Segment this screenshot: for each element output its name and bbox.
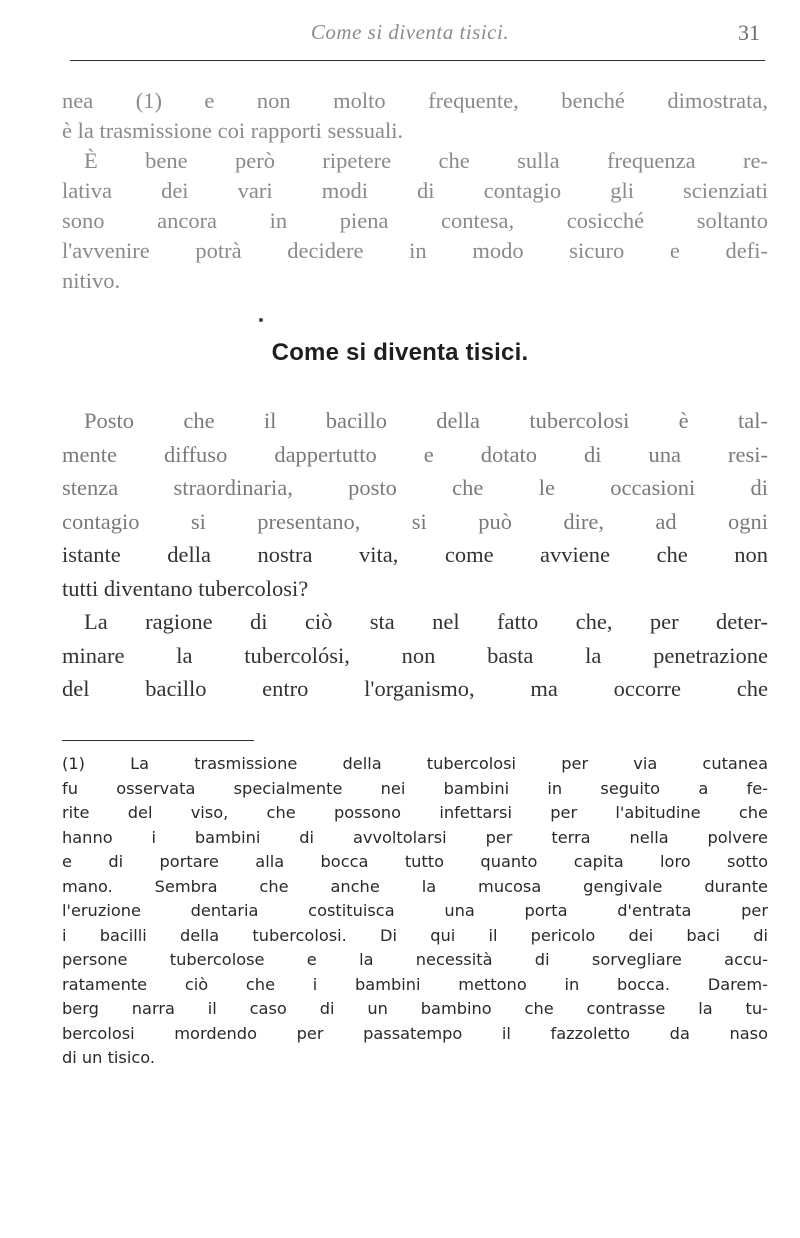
footnote-line: (1) La trasmissione della tubercolosi per via cutanea [62,754,768,773]
text-line: La ragione di ciò sta nel fatto che, per deter- [84,609,768,634]
text-line: è la trasmissione coi rapporti sessuali. [62,118,404,143]
footnote-line: di un tisico. [62,1048,156,1067]
footnote-line: e di portare alla bocca tutto quanto capita loro sotto [62,852,768,871]
intro-paragraph [62,86,768,296]
text-line: tutti diventano tubercolosi? [62,575,309,601]
running-title: Come si diventa tisici. [310,20,510,44]
footnote-line: bercolosi mordendo per passatempo il fazzoletto da naso [62,1023,768,1043]
footnote-line: persone tubercolose e la necessità di sorvegliare accu- [62,950,768,969]
running-head [60,20,760,48]
text-line: del bacillo entro l'organismo, ma occorre che [62,676,768,701]
text-line: mente diffuso dappertutto e dotato di una resi- [62,441,768,467]
header-rule [70,60,765,61]
body-paragraph [62,404,768,706]
footnote-line: fu osservata specialmente nei bambini in seguito a fe- [62,778,768,798]
text-line: minare la tubercolósi, non basta la penetrazione [62,642,768,668]
text-line: Posto che il bacillo della tubercolosi è tal- [84,408,768,433]
section-heading: Come si diventa tisici. [271,339,529,366]
text-line: nea (1) e non molto frequente, benché dimostrata, [62,88,768,113]
footnote-line: mano. Sembra che anche la mucosa gengivale durante [62,876,768,896]
footnote-rule [62,740,254,741]
text-line: lativa dei vari modi di contagio gli scienziati [62,178,768,203]
footnote-line: i bacilli della tubercolosi. Di qui il pericolo dei baci di [62,925,768,945]
text-line: l'avvenire potrà decidere in modo sicuro e defi- [62,238,768,263]
footnote-line: l'eruzione dentaria costituisca una porta d'entrata per [62,901,768,920]
page-number: 31 [738,20,760,45]
ink-speck [259,318,263,322]
footnote-line: berg narra il caso di un bambino che contrasse la tu- [62,999,768,1018]
footnote-line: rite del viso, che possono infettarsi per l'abitudine che [62,803,768,822]
footnote [62,752,768,1071]
footnote-line: hanno i bambini di avvoltolarsi per terra nella polvere [62,827,768,847]
text-line: sono ancora in piena contesa, cosicché soltanto [62,208,768,233]
text-line: stenza straordinaria, posto che le occasioni di [62,475,768,500]
footnote-line: ratamente ciò che i bambini mettono in bocca. Darem- [62,974,768,994]
text-line: contagio si presentano, si può dire, ad ogni [62,508,768,534]
text-line: nitivo. [62,268,121,293]
text-line: È bene però ripetere che sulla frequenza re- [84,148,768,173]
text-line: istante della nostra vita, come avviene che non [62,542,768,567]
